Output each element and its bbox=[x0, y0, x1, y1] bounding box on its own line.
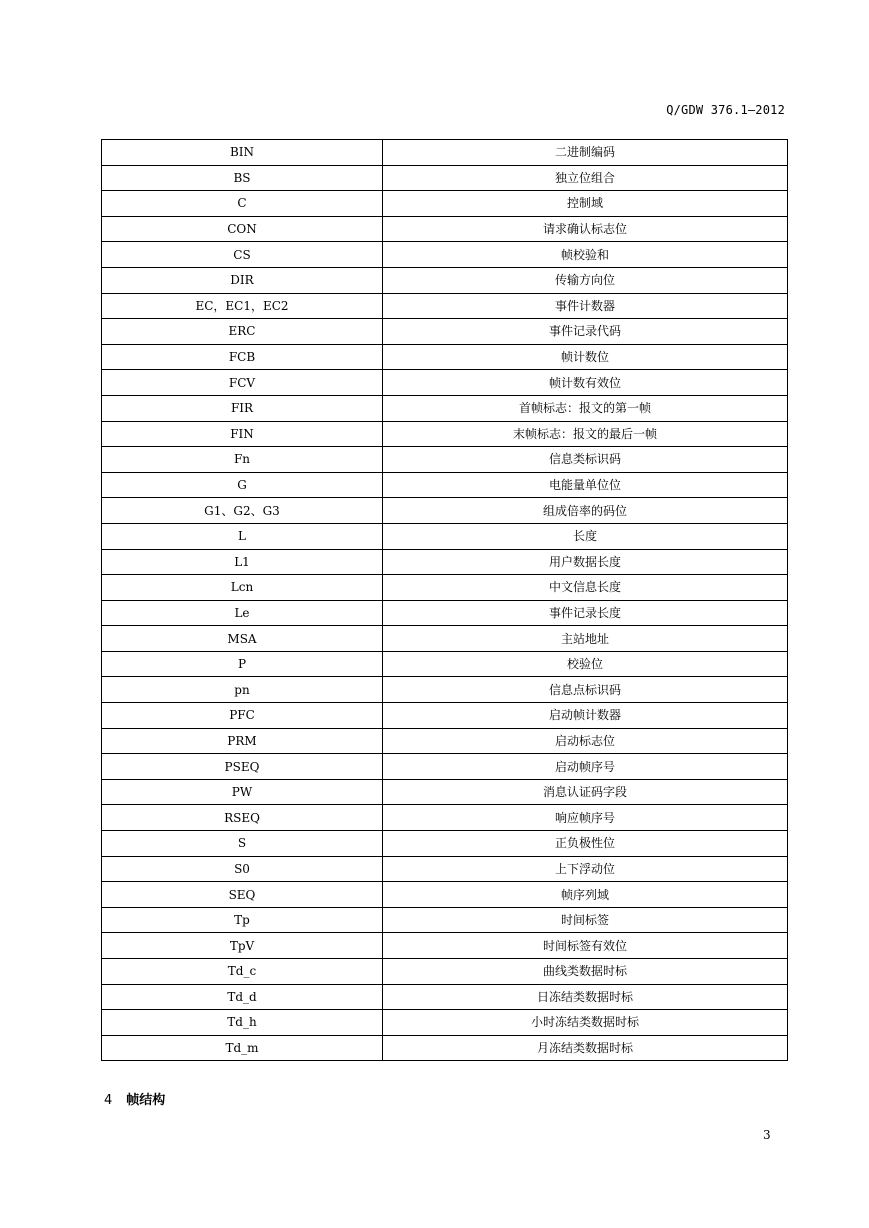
meaning-cell: 曲线类数据时标 bbox=[383, 959, 788, 985]
abbreviation-cell: DIR bbox=[102, 267, 383, 293]
table-row bbox=[102, 267, 788, 293]
table-row bbox=[102, 344, 788, 370]
meaning-cell: 消息认证码字段 bbox=[383, 779, 788, 805]
table-row bbox=[102, 549, 788, 575]
abbreviation-cell: Fn bbox=[102, 447, 383, 473]
meaning-cell: 二进制编码 bbox=[383, 140, 788, 166]
abbreviation-cell: Td_c bbox=[102, 959, 383, 985]
table-row bbox=[102, 1010, 788, 1036]
table-row bbox=[102, 447, 788, 473]
table-row bbox=[102, 754, 788, 780]
section-heading bbox=[104, 1089, 165, 1108]
table-row bbox=[102, 933, 788, 959]
table-row bbox=[102, 677, 788, 703]
meaning-cell: 事件计数器 bbox=[383, 293, 788, 319]
abbreviation-cell: FIR bbox=[102, 395, 383, 421]
meaning-cell: 上下浮动位 bbox=[383, 856, 788, 882]
table-row bbox=[102, 319, 788, 345]
abbreviation-cell: C bbox=[102, 191, 383, 217]
abbreviation-cell: Td_d bbox=[102, 984, 383, 1010]
document-code-header: Q/GDW 376.1—2012 bbox=[666, 103, 785, 117]
meaning-cell: 首帧标志：报文的第一帧 bbox=[383, 395, 788, 421]
abbreviation-cell: Td_m bbox=[102, 1035, 383, 1061]
abbreviation-cell: G bbox=[102, 472, 383, 498]
meaning-cell: 帧计数位 bbox=[383, 344, 788, 370]
abbreviation-cell: Lcn bbox=[102, 575, 383, 601]
table-row bbox=[102, 728, 788, 754]
table-row bbox=[102, 805, 788, 831]
abbreviation-cell: BIN bbox=[102, 140, 383, 166]
table-row bbox=[102, 165, 788, 191]
table-row bbox=[102, 831, 788, 857]
abbreviation-cell: MSA bbox=[102, 626, 383, 652]
abbreviation-cell: pn bbox=[102, 677, 383, 703]
abbreviation-cell: FIN bbox=[102, 421, 383, 447]
meaning-cell: 帧校验和 bbox=[383, 242, 788, 268]
meaning-cell: 时间标签 bbox=[383, 907, 788, 933]
meaning-cell: 信息类标识码 bbox=[383, 447, 788, 473]
abbreviation-cell: FCB bbox=[102, 344, 383, 370]
meaning-cell: 启动标志位 bbox=[383, 728, 788, 754]
table-row bbox=[102, 907, 788, 933]
abbreviation-cell: PRM bbox=[102, 728, 383, 754]
meaning-cell: 请求确认标志位 bbox=[383, 216, 788, 242]
abbreviation-cell: S0 bbox=[102, 856, 383, 882]
section-number: 4 bbox=[104, 1093, 113, 1108]
meaning-cell: 正负极性位 bbox=[383, 831, 788, 857]
abbreviation-cell: G1、G2、G3 bbox=[102, 498, 383, 524]
abbreviation-cell: L bbox=[102, 523, 383, 549]
table-row bbox=[102, 472, 788, 498]
table-row bbox=[102, 856, 788, 882]
table-row bbox=[102, 191, 788, 217]
table-row bbox=[102, 293, 788, 319]
abbreviation-cell: PW bbox=[102, 779, 383, 805]
meaning-cell: 事件记录代码 bbox=[383, 319, 788, 345]
table-row bbox=[102, 498, 788, 524]
table-row bbox=[102, 779, 788, 805]
abbreviation-cell: ERC bbox=[102, 319, 383, 345]
section-title: 帧结构 bbox=[126, 1093, 166, 1108]
abbreviation-cell: EC，EC1，EC2 bbox=[102, 293, 383, 319]
abbreviation-cell: SEQ bbox=[102, 882, 383, 908]
meaning-cell: 主站地址 bbox=[383, 626, 788, 652]
page-number: 3 bbox=[763, 1128, 771, 1142]
table-row bbox=[102, 140, 788, 166]
meaning-cell: 组成倍率的码位 bbox=[383, 498, 788, 524]
meaning-cell: 帧序列域 bbox=[383, 882, 788, 908]
table-row bbox=[102, 651, 788, 677]
abbreviation-cell: BS bbox=[102, 165, 383, 191]
meaning-cell: 控制域 bbox=[383, 191, 788, 217]
abbreviation-cell: FCV bbox=[102, 370, 383, 396]
abbreviation-cell: S bbox=[102, 831, 383, 857]
table-row bbox=[102, 370, 788, 396]
meaning-cell: 响应帧序号 bbox=[383, 805, 788, 831]
table-row bbox=[102, 703, 788, 729]
meaning-cell: 帧计数有效位 bbox=[383, 370, 788, 396]
table-row bbox=[102, 626, 788, 652]
abbreviation-cell: Le bbox=[102, 600, 383, 626]
abbreviation-cell: Tp bbox=[102, 907, 383, 933]
meaning-cell: 传输方向位 bbox=[383, 267, 788, 293]
meaning-cell: 长度 bbox=[383, 523, 788, 549]
meaning-cell: 日冻结类数据时标 bbox=[383, 984, 788, 1010]
meaning-cell: 事件记录长度 bbox=[383, 600, 788, 626]
meaning-cell: 信息点标识码 bbox=[383, 677, 788, 703]
table-row bbox=[102, 984, 788, 1010]
table-row bbox=[102, 395, 788, 421]
abbreviation-table-body bbox=[102, 140, 788, 1061]
abbreviation-cell: CON bbox=[102, 216, 383, 242]
table-row bbox=[102, 216, 788, 242]
abbreviation-table bbox=[101, 139, 788, 1061]
meaning-cell: 电能量单位位 bbox=[383, 472, 788, 498]
abbreviation-cell: P bbox=[102, 651, 383, 677]
table-row bbox=[102, 959, 788, 985]
abbreviation-cell: L1 bbox=[102, 549, 383, 575]
table-row bbox=[102, 421, 788, 447]
meaning-cell: 启动帧序号 bbox=[383, 754, 788, 780]
abbreviation-cell: PSEQ bbox=[102, 754, 383, 780]
meaning-cell: 小时冻结类数据时标 bbox=[383, 1010, 788, 1036]
table-row bbox=[102, 523, 788, 549]
abbreviation-cell: TpV bbox=[102, 933, 383, 959]
abbreviation-cell: PFC bbox=[102, 703, 383, 729]
abbreviation-cell: RSEQ bbox=[102, 805, 383, 831]
meaning-cell: 启动帧计数器 bbox=[383, 703, 788, 729]
abbreviation-cell: CS bbox=[102, 242, 383, 268]
table-row bbox=[102, 242, 788, 268]
meaning-cell: 独立位组合 bbox=[383, 165, 788, 191]
table-row bbox=[102, 1035, 788, 1061]
meaning-cell: 用户数据长度 bbox=[383, 549, 788, 575]
meaning-cell: 校验位 bbox=[383, 651, 788, 677]
table-row bbox=[102, 575, 788, 601]
meaning-cell: 月冻结类数据时标 bbox=[383, 1035, 788, 1061]
table-row bbox=[102, 600, 788, 626]
abbreviation-cell: Td_h bbox=[102, 1010, 383, 1036]
meaning-cell: 中文信息长度 bbox=[383, 575, 788, 601]
meaning-cell: 时间标签有效位 bbox=[383, 933, 788, 959]
table-row bbox=[102, 882, 788, 908]
meaning-cell: 末帧标志：报文的最后一帧 bbox=[383, 421, 788, 447]
